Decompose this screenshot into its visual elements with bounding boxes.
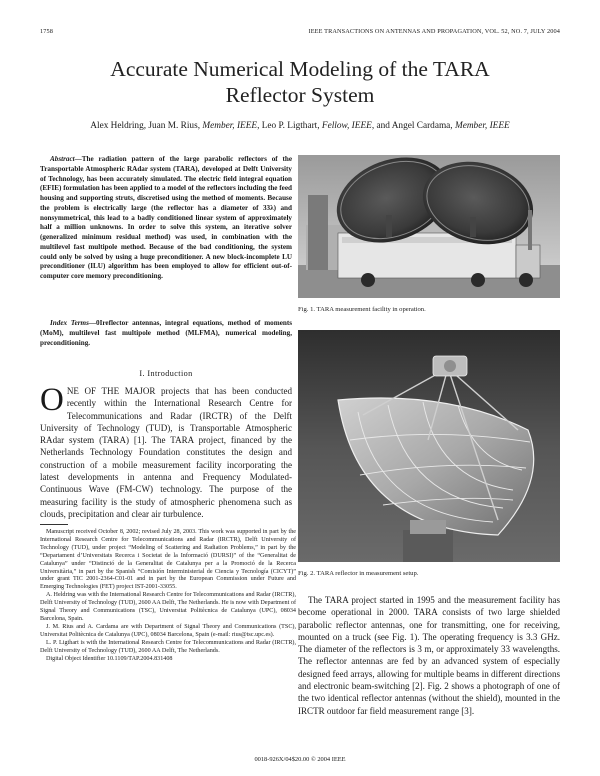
- figure-2-photo: [298, 330, 560, 562]
- figure-1-photo: [298, 155, 560, 298]
- author-list: [30, 121, 570, 131]
- footnote: J. M. Rius and A. Cardama are with Department of Signal Theory and Communications (TSC), Universitat Politècnica de Catalunya (UPC), 08034 Barcelona, Spain (e-mail: rius@tsc.upc.es).: [40, 623, 296, 638]
- right-column-text: [298, 594, 560, 717]
- footnote: Digital Object Identifier 10.1109/TAP.2004.831408: [46, 655, 173, 662]
- footnote: A. Heldring was with the International Research Centre for Telecommunications and Radar (IRCTR), Delft University of Technology (TUD), 2600 AA Delft, The Netherlands. He is now with Department of Signal Theory and Communications (TSC), Universitat Politècnica de Catalunya (UPC), 08034 Barcelona, Spain.: [40, 592, 296, 622]
- truck-reflectors-illustration: [298, 155, 560, 298]
- page-number: 1758: [40, 28, 53, 35]
- abstract-body: The radiation pattern of the large parabolic reflectors of the Transportable Atmospheric RAdar system (TARA), developed at Delft University of Technology, has been accurately simulated. The electric field integral equation (EFIE) formulation has been applied to a model of the reflectors including the feed housing and supporting struts, discretised using the method of moments. Because the problem is electrically large (the reflector has a diameter of 33λ) and nonsymmetrical, this lead to a badly conditioned linear system of approximately half a million unknowns. In order to solve this system, an iterative solver (generalized minimum residual method) was used, in combination with the multilevel fast multipole method. Because of the bad conditioning, the system could only be solved by using a huge preconditioner. A new block-incomplete LU preconditioner (ILU) algorithm has been employed to allow for efficient out-of-computer core memory preconditioning.: [40, 155, 292, 280]
- authors-part-3: , and Angel Cardama,: [371, 121, 455, 131]
- index-terms: [40, 319, 292, 348]
- authors-part-1: Alex Heldring, Juan M. Rius,: [90, 121, 203, 131]
- footnote: L. P. Ligthart is with the International Research Centre for Telecommunications and Radar (IRCTR), Delft University of Technology (TUD), 2600 AA Delft, The Netherlands.: [40, 639, 296, 654]
- introduction-text: [40, 382, 293, 520]
- figure-2-caption: Fig. 2. TARA reflector in measurement setup.: [298, 570, 419, 577]
- author-fellowship: Fellow, IEEE: [321, 121, 372, 131]
- body-paragraph: The TARA project started in 1995 and the measurement facility has become operational in 2000. TARA consists of two large shielded parabolic reflector antennas, one for transmitting, one for receiving, mounted on a truck (see Fig. 1). The operating frequency is 3.3 GHz. The diameter of the reflectors is 3 m, or approximately 33 wavelengths. The reflector antennas are fed by an advanced system of especially designed feed arrays, allowing for multiple beams in different directions and electronic beam-switching [2]. Fig. 2 shows a photograph of one of the two identical reflector antennas (without the shield), mounted in the IRCTR outdoor far field measurement range [3].: [298, 595, 560, 716]
- abstract-label: Abstract—: [50, 155, 82, 163]
- copyright-line: 0018-926X/04$20.00 © 2004 IEEE: [254, 756, 346, 763]
- intro-body: projects that has been conducted recently within the International Research Centre for Telecommunications and Radar (IRCTR) of the Delft University of Technology (TUD), is Transportable Atmospheric RAdar system (TARA) [1]. The TARA project, financed by the Netherlands Technology Foundation constitutes the design and construction of a mobile measurement facility incorporating the latest developments in antenna and Frequency Modulated-Continuous Wave (FM-CW) technology. The purpose of the measuring facility is the study of atmospheric phenomena such as clouds, precipitation and clear air turbulence.: [40, 386, 293, 519]
- paper-title: [40, 56, 560, 108]
- author-membership-2: Member, IEEE: [454, 121, 510, 131]
- journal-header: IEEE TRANSACTIONS ON ANTENNAS AND PROPAGATION, VOL. 52, NO. 7, JULY 2004: [308, 28, 560, 35]
- drop-cap: O: [40, 382, 64, 418]
- figure-1-caption: Fig. 1. TARA measurement facility in operation.: [298, 306, 426, 313]
- footnote-rule: [40, 524, 68, 525]
- title-line-2: Reflector System: [225, 83, 375, 107]
- index-terms-label: Index Terms—: [50, 319, 97, 327]
- abstract: [40, 155, 292, 282]
- authors-part-2: , Leo P. Ligthart,: [257, 121, 322, 131]
- footnotes: [40, 529, 296, 663]
- title-line-1: Accurate Numerical Modeling of the TARA: [110, 57, 490, 81]
- reflector-setup-illustration: [298, 330, 560, 562]
- footnote: Manuscript received October 8, 2002; revised July 28, 2003. This work was supported in part by the International Research Centre for Telecommunications and Radar (IRCTR), Delft University of Technology (TUD), under project “Modeling of Scattering and Radiation Problems,” in part by the “Departament d’Universitats Recerca i Societat de la Informació (DURSI)” of the “Generalitat de Catalunya” under “Distinció de la Generalitat de Catalunya per a la Promoció de la Recerca Universitària,” in part by the Spanish “Comisión Interministerial de Ciencia y Tecnología (CICYT)” under grant TIC 2001-2364-C01-01 and in part by the European Commission under Future and Emerging Technologies (FET) project IST-2001-33055.: [40, 529, 296, 591]
- section-heading: I. Introduction: [139, 369, 193, 378]
- index-terms-body: 0Ireflector antennas, integral equations, method of moments (MoM), multilevel fast multipole method (MLFMA), numerical modeling, preconditioning.: [40, 319, 292, 347]
- intro-lead: NE OF THE MAJOR: [66, 386, 156, 396]
- author-membership-1: Member, IEEE: [202, 121, 258, 131]
